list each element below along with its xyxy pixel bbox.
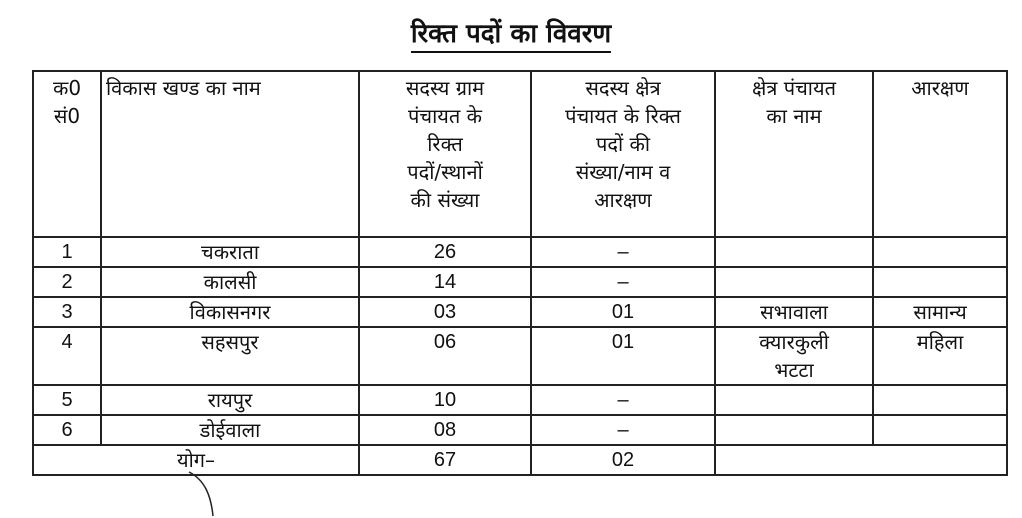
total-label: योग– xyxy=(33,445,359,475)
reservation-cell xyxy=(873,385,1007,415)
total-row xyxy=(33,445,1007,475)
serial-number-cell: 1 xyxy=(33,237,101,267)
header-kshetra-panchayat-name: क्षेत्र पंचायत का नाम xyxy=(715,71,873,237)
kshetra-vacancy-cell: – xyxy=(531,385,715,415)
total-empty-cell xyxy=(715,445,1007,475)
gram-vacancy-cell: 03 xyxy=(359,297,531,327)
reservation-cell xyxy=(873,415,1007,445)
gram-vacancy-cell: 26 xyxy=(359,237,531,267)
page-title xyxy=(0,14,1022,50)
total-kshetra-vacancies: 02 xyxy=(531,445,715,475)
table-row xyxy=(33,237,1007,267)
gram-vacancy-cell: 06 xyxy=(359,327,531,385)
gram-vacancy-cell: 14 xyxy=(359,267,531,297)
block-name-cell: डोईवाला xyxy=(101,415,359,445)
header-reservation: आरक्षण xyxy=(873,71,1007,237)
gram-vacancy-cell: 08 xyxy=(359,415,531,445)
header-block-name: विकास खण्ड का नाम xyxy=(101,71,359,237)
kshetra-name-cell xyxy=(715,385,873,415)
table-row xyxy=(33,415,1007,445)
table-row xyxy=(33,267,1007,297)
header-serial-number: क0 सं0 xyxy=(33,71,101,237)
table-row xyxy=(33,297,1007,327)
serial-number-cell: 3 xyxy=(33,297,101,327)
reservation-cell: सामान्य xyxy=(873,297,1007,327)
kshetra-name-cell xyxy=(715,267,873,297)
page-title-text: रिक्त पदों का विवरण xyxy=(411,19,611,53)
kshetra-vacancy-cell: 01 xyxy=(531,297,715,327)
serial-number-cell: 5 xyxy=(33,385,101,415)
reservation-cell xyxy=(873,237,1007,267)
block-name-cell: रायपुर xyxy=(101,385,359,415)
table-row xyxy=(33,385,1007,415)
kshetra-name-cell: क्यारकुली भटटा xyxy=(715,327,873,385)
kshetra-name-cell xyxy=(715,415,873,445)
pen-stroke-mark xyxy=(185,470,225,518)
serial-number-cell: 6 xyxy=(33,415,101,445)
kshetra-vacancy-cell: – xyxy=(531,415,715,445)
serial-number-cell: 4 xyxy=(33,327,101,385)
block-name-cell: विकासनगर xyxy=(101,297,359,327)
reservation-cell xyxy=(873,267,1007,297)
total-gram-vacancies: 67 xyxy=(359,445,531,475)
block-name-cell: सहसपुर xyxy=(101,327,359,385)
block-name-cell: चकराता xyxy=(101,237,359,267)
kshetra-vacancy-cell: – xyxy=(531,237,715,267)
header-gram-panchayat-vacancies: सदस्य ग्राम पंचायत के रिक्त पदों/स्थानों की संख्या xyxy=(359,71,531,237)
vacancy-table xyxy=(32,70,1008,476)
table-row xyxy=(33,327,1007,385)
serial-number-cell: 2 xyxy=(33,267,101,297)
kshetra-vacancy-cell: – xyxy=(531,267,715,297)
header-row xyxy=(33,71,1007,237)
reservation-cell: महिला xyxy=(873,327,1007,385)
block-name-cell: कालसी xyxy=(101,267,359,297)
kshetra-vacancy-cell: 01 xyxy=(531,327,715,385)
kshetra-name-cell: सभावाला xyxy=(715,297,873,327)
kshetra-name-cell xyxy=(715,237,873,267)
header-kshetra-panchayat-vacancies: सदस्य क्षेत्र पंचायत के रिक्त पदों की संख्या/नाम व आरक्षण xyxy=(531,71,715,237)
gram-vacancy-cell: 10 xyxy=(359,385,531,415)
